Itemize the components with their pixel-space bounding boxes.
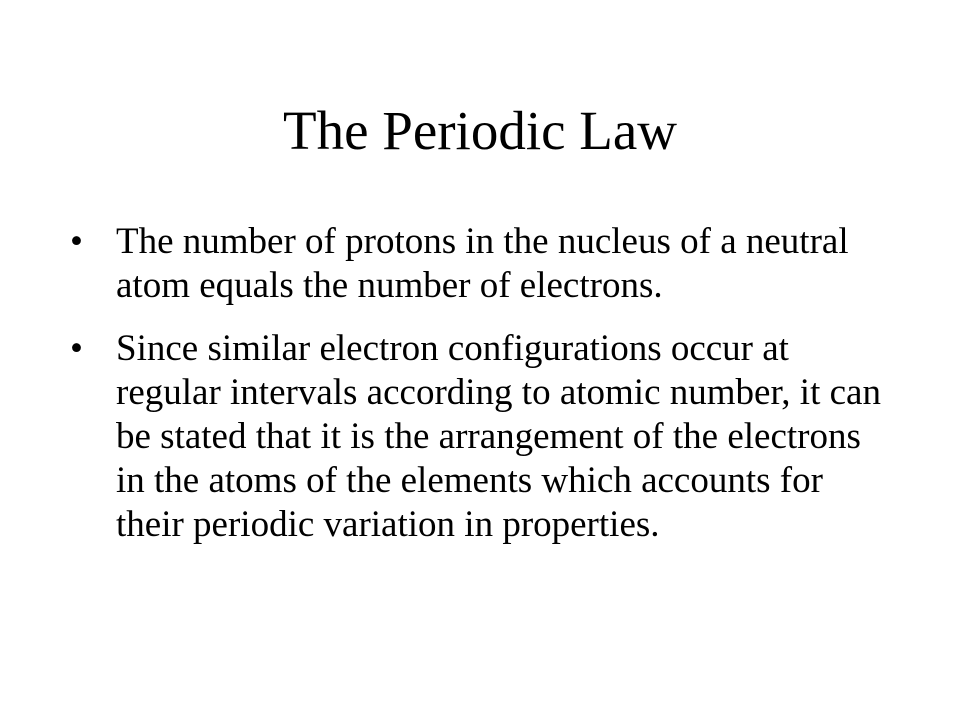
bullet-marker: • [70,221,83,262]
bullet-text: The number of protons in the nucleus of a neutral atom equals the number of electrons. [116,221,849,306]
bullet-item-2 [70,327,896,547]
bullet-marker: • [70,328,83,369]
bullet-item-1 [70,220,896,308]
bullet-list [70,220,896,566]
slide-title: The Periodic Law [282,100,678,161]
bullet-text: Since similar electron configurations occur at regular intervals according to atomic number, it can be stated that it is the arrangement of the electrons in the atoms of the elements which accounts for their periodic variation in properties. [116,328,881,545]
